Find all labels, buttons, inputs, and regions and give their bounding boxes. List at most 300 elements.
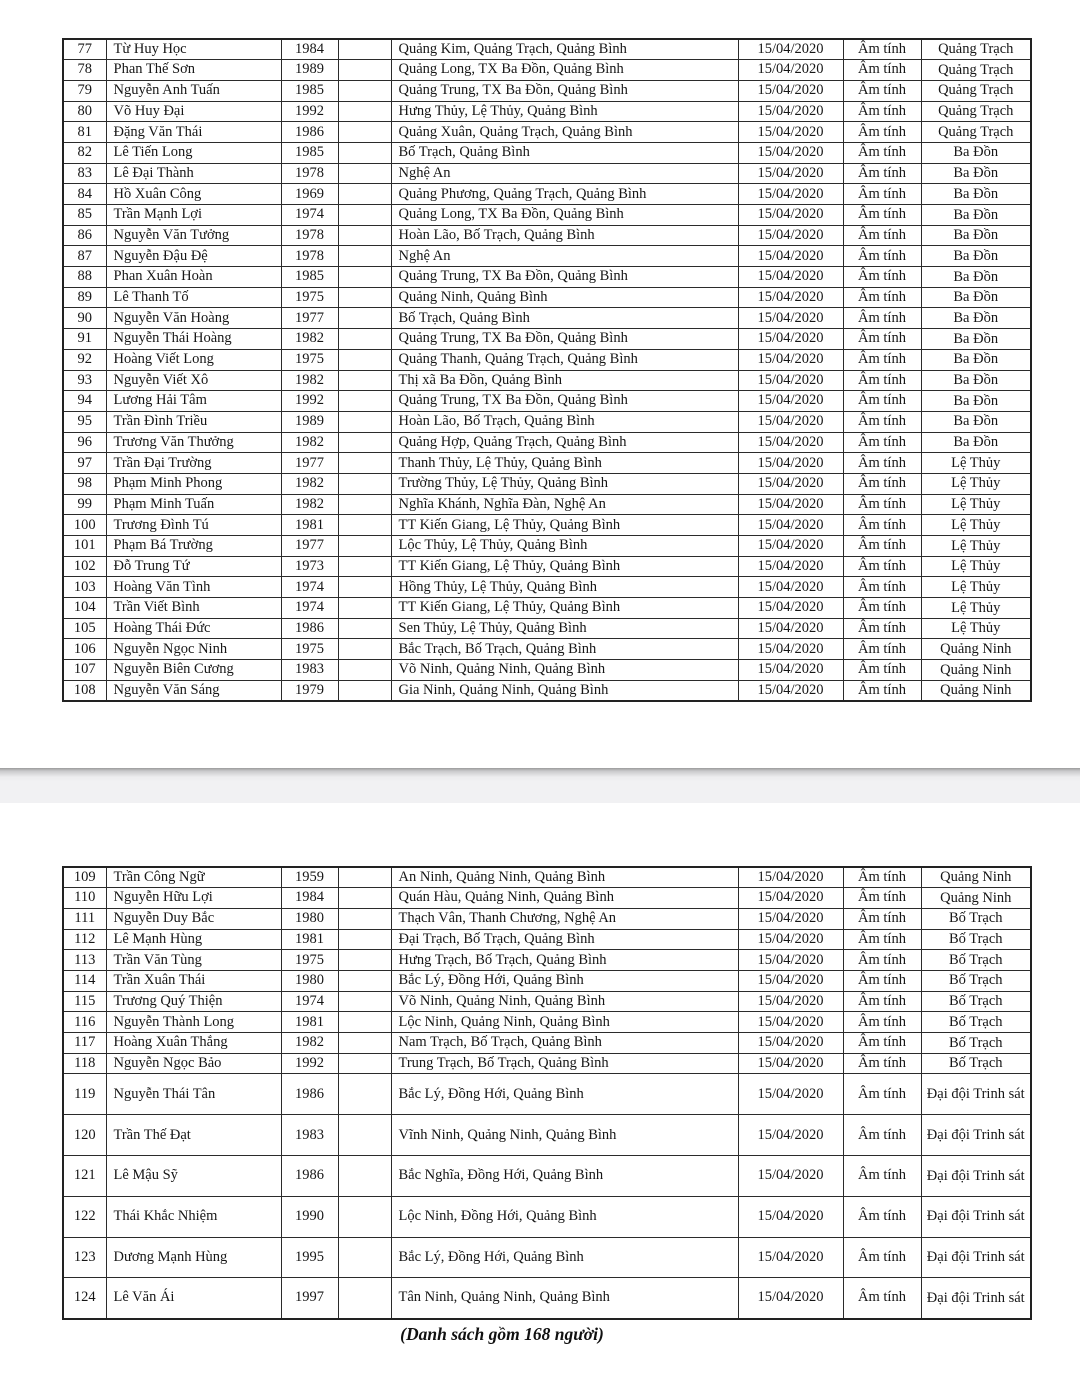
cell-date: 15/04/2020 bbox=[738, 908, 843, 929]
cell-date: 15/04/2020 bbox=[738, 991, 843, 1012]
cell-note bbox=[338, 494, 391, 515]
table-row bbox=[63, 225, 1031, 246]
cell-result: Âm tính bbox=[843, 432, 921, 453]
cell-unit: Ba Đồn bbox=[921, 329, 1031, 350]
cell-name: Đặng Văn Thái bbox=[106, 122, 281, 143]
cell-year: 1985 bbox=[281, 267, 338, 288]
cell-unit: Quảng Trạch bbox=[921, 39, 1031, 60]
cell-year: 1977 bbox=[281, 308, 338, 329]
cell-date: 15/04/2020 bbox=[738, 970, 843, 991]
table-row bbox=[63, 639, 1031, 660]
table-row bbox=[63, 867, 1031, 888]
cell-result: Âm tính bbox=[843, 991, 921, 1012]
cell-year: 1975 bbox=[281, 639, 338, 660]
cell-address: Nghĩa Khánh, Nghĩa Đàn, Nghệ An bbox=[391, 494, 738, 515]
table-row bbox=[63, 205, 1031, 226]
cell-result: Âm tính bbox=[843, 1074, 921, 1115]
cell-result: Âm tính bbox=[843, 142, 921, 163]
table-row bbox=[63, 1115, 1031, 1156]
cell-name: Nguyễn Văn Tưởng bbox=[106, 225, 281, 246]
cell-result: Âm tính bbox=[843, 1278, 921, 1319]
cell-note bbox=[338, 246, 391, 267]
cell-date: 15/04/2020 bbox=[738, 639, 843, 660]
cell-name: Nguyễn Hữu Lợi bbox=[106, 888, 281, 909]
cell-name: Lê Văn Ái bbox=[106, 1278, 281, 1319]
cell-no: 79 bbox=[63, 80, 106, 101]
cell-no: 98 bbox=[63, 473, 106, 494]
cell-name: Nguyễn Ngọc Ninh bbox=[106, 639, 281, 660]
cell-date: 15/04/2020 bbox=[738, 494, 843, 515]
cell-result: Âm tính bbox=[843, 184, 921, 205]
cell-note bbox=[338, 598, 391, 619]
cell-name: Lê Tiến Long bbox=[106, 142, 281, 163]
cell-address: Hưng Trạch, Bố Trạch, Quảng Bình bbox=[391, 950, 738, 971]
cell-no: 117 bbox=[63, 1033, 106, 1054]
cell-address: Quảng Trung, TX Ba Đồn, Quảng Bình bbox=[391, 80, 738, 101]
table-row bbox=[63, 267, 1031, 288]
cell-address: Thạch Vân, Thanh Chương, Nghệ An bbox=[391, 908, 738, 929]
cell-result: Âm tính bbox=[843, 80, 921, 101]
cell-date: 15/04/2020 bbox=[738, 1012, 843, 1033]
cell-address: Trung Trạch, Bố Trạch, Quảng Bình bbox=[391, 1053, 738, 1074]
cell-year: 1983 bbox=[281, 1115, 338, 1156]
cell-year: 1974 bbox=[281, 577, 338, 598]
cell-note bbox=[338, 908, 391, 929]
table-row bbox=[63, 1196, 1031, 1237]
cell-year: 1980 bbox=[281, 908, 338, 929]
cell-date: 15/04/2020 bbox=[738, 556, 843, 577]
table-row bbox=[63, 991, 1031, 1012]
cell-name: Lê Mạnh Hùng bbox=[106, 929, 281, 950]
table-row bbox=[63, 494, 1031, 515]
cell-year: 1992 bbox=[281, 391, 338, 412]
cell-result: Âm tính bbox=[843, 287, 921, 308]
cell-name: Trần Mạnh Lợi bbox=[106, 205, 281, 226]
cell-note bbox=[338, 122, 391, 143]
cell-year: 1975 bbox=[281, 349, 338, 370]
cell-year: 1978 bbox=[281, 225, 338, 246]
cell-note bbox=[338, 536, 391, 557]
cell-year: 1992 bbox=[281, 1053, 338, 1074]
cell-no: 107 bbox=[63, 660, 106, 681]
table-row bbox=[63, 1012, 1031, 1033]
cell-note bbox=[338, 556, 391, 577]
cell-note bbox=[338, 577, 391, 598]
cell-year: 1982 bbox=[281, 494, 338, 515]
cell-address: Hoàn Lão, Bố Trạch, Quảng Bình bbox=[391, 411, 738, 432]
cell-date: 15/04/2020 bbox=[738, 950, 843, 971]
table-row bbox=[63, 680, 1031, 701]
cell-date: 15/04/2020 bbox=[738, 1155, 843, 1196]
cell-name: Nguyễn Duy Bắc bbox=[106, 908, 281, 929]
cell-date: 15/04/2020 bbox=[738, 618, 843, 639]
cell-unit: Ba Đồn bbox=[921, 225, 1031, 246]
cell-no: 118 bbox=[63, 1053, 106, 1074]
cell-note bbox=[338, 1053, 391, 1074]
cell-date: 15/04/2020 bbox=[738, 205, 843, 226]
cell-name: Trần Đình Triều bbox=[106, 411, 281, 432]
cell-year: 1985 bbox=[281, 80, 338, 101]
cell-no: 90 bbox=[63, 308, 106, 329]
cell-address: TT Kiến Giang, Lệ Thủy, Quảng Bình bbox=[391, 556, 738, 577]
cell-unit: Đại đội Trinh sát bbox=[921, 1196, 1031, 1237]
cell-unit: Quảng Ninh bbox=[921, 660, 1031, 681]
cell-date: 15/04/2020 bbox=[738, 515, 843, 536]
cell-unit: Lệ Thủy bbox=[921, 453, 1031, 474]
cell-result: Âm tính bbox=[843, 101, 921, 122]
cell-date: 15/04/2020 bbox=[738, 1115, 843, 1156]
cell-address: Lộc Ninh, Đồng Hới, Quảng Bình bbox=[391, 1196, 738, 1237]
table-row bbox=[63, 556, 1031, 577]
cell-year: 1982 bbox=[281, 1033, 338, 1054]
cell-address: Quán Hàu, Quảng Ninh, Quảng Bình bbox=[391, 888, 738, 909]
cell-date: 15/04/2020 bbox=[738, 660, 843, 681]
cell-unit: Ba Đồn bbox=[921, 246, 1031, 267]
cell-name: Trần Công Ngữ bbox=[106, 867, 281, 888]
cell-note bbox=[338, 1033, 391, 1054]
cell-name: Nguyễn Văn Hoàng bbox=[106, 308, 281, 329]
cell-address: Quảng Thanh, Quảng Trạch, Quảng Bình bbox=[391, 349, 738, 370]
cell-result: Âm tính bbox=[843, 598, 921, 619]
cell-note bbox=[338, 142, 391, 163]
cell-unit: Đại đội Trinh sát bbox=[921, 1278, 1031, 1319]
cell-address: Thanh Thủy, Lệ Thủy, Quảng Bình bbox=[391, 453, 738, 474]
roster-table-page2 bbox=[62, 866, 1032, 1320]
cell-no: 80 bbox=[63, 101, 106, 122]
cell-unit: Ba Đồn bbox=[921, 142, 1031, 163]
cell-address: An Ninh, Quảng Ninh, Quảng Bình bbox=[391, 867, 738, 888]
table-row bbox=[63, 1053, 1031, 1074]
table-row bbox=[63, 660, 1031, 681]
cell-year: 1979 bbox=[281, 680, 338, 701]
cell-no: 99 bbox=[63, 494, 106, 515]
cell-year: 1982 bbox=[281, 432, 338, 453]
table-row bbox=[63, 1033, 1031, 1054]
table-row bbox=[63, 473, 1031, 494]
cell-address: Đại Trạch, Bố Trạch, Quảng Bình bbox=[391, 929, 738, 950]
cell-no: 112 bbox=[63, 929, 106, 950]
cell-date: 15/04/2020 bbox=[738, 473, 843, 494]
cell-note bbox=[338, 80, 391, 101]
cell-year: 1978 bbox=[281, 246, 338, 267]
cell-date: 15/04/2020 bbox=[738, 391, 843, 412]
cell-date: 15/04/2020 bbox=[738, 39, 843, 60]
cell-no: 96 bbox=[63, 432, 106, 453]
cell-address: Bắc Nghĩa, Đồng Hới, Quảng Bình bbox=[391, 1155, 738, 1196]
cell-no: 93 bbox=[63, 370, 106, 391]
cell-date: 15/04/2020 bbox=[738, 929, 843, 950]
cell-date: 15/04/2020 bbox=[738, 1033, 843, 1054]
cell-note bbox=[338, 287, 391, 308]
cell-address: Sen Thủy, Lệ Thủy, Quảng Bình bbox=[391, 618, 738, 639]
cell-result: Âm tính bbox=[843, 205, 921, 226]
cell-result: Âm tính bbox=[843, 1115, 921, 1156]
cell-year: 1974 bbox=[281, 991, 338, 1012]
cell-address: Quảng Long, TX Ba Đồn, Quảng Bình bbox=[391, 60, 738, 81]
cell-name: Võ Huy Đại bbox=[106, 101, 281, 122]
cell-result: Âm tính bbox=[843, 246, 921, 267]
cell-no: 92 bbox=[63, 349, 106, 370]
cell-result: Âm tính bbox=[843, 660, 921, 681]
cell-note bbox=[338, 370, 391, 391]
cell-result: Âm tính bbox=[843, 411, 921, 432]
cell-unit: Ba Đồn bbox=[921, 411, 1031, 432]
cell-year: 1982 bbox=[281, 370, 338, 391]
table-row bbox=[63, 618, 1031, 639]
cell-unit: Ba Đồn bbox=[921, 432, 1031, 453]
cell-no: 102 bbox=[63, 556, 106, 577]
cell-date: 15/04/2020 bbox=[738, 287, 843, 308]
cell-note bbox=[338, 618, 391, 639]
cell-no: 77 bbox=[63, 39, 106, 60]
cell-note bbox=[338, 101, 391, 122]
table-row bbox=[63, 246, 1031, 267]
cell-name: Đỗ Trung Tứ bbox=[106, 556, 281, 577]
cell-note bbox=[338, 888, 391, 909]
cell-name: Dương Mạnh Hùng bbox=[106, 1237, 281, 1278]
cell-date: 15/04/2020 bbox=[738, 122, 843, 143]
cell-result: Âm tính bbox=[843, 308, 921, 329]
cell-unit: Lệ Thủy bbox=[921, 536, 1031, 557]
cell-year: 1992 bbox=[281, 101, 338, 122]
cell-no: 87 bbox=[63, 246, 106, 267]
table-row bbox=[63, 287, 1031, 308]
cell-note bbox=[338, 929, 391, 950]
cell-year: 1984 bbox=[281, 39, 338, 60]
cell-no: 94 bbox=[63, 391, 106, 412]
cell-no: 95 bbox=[63, 411, 106, 432]
cell-date: 15/04/2020 bbox=[738, 1074, 843, 1115]
cell-unit: Bố Trạch bbox=[921, 991, 1031, 1012]
cell-address: Hoàn Lão, Bố Trạch, Quảng Bình bbox=[391, 225, 738, 246]
cell-name: Phạm Bá Trường bbox=[106, 536, 281, 557]
cell-address: TT Kiến Giang, Lệ Thủy, Quảng Bình bbox=[391, 598, 738, 619]
cell-result: Âm tính bbox=[843, 1237, 921, 1278]
cell-note bbox=[338, 349, 391, 370]
cell-result: Âm tính bbox=[843, 929, 921, 950]
cell-name: Hoàng Thái Đức bbox=[106, 618, 281, 639]
cell-name: Trần Đại Trường bbox=[106, 453, 281, 474]
cell-year: 1981 bbox=[281, 515, 338, 536]
cell-name: Nguyễn Đậu Đệ bbox=[106, 246, 281, 267]
cell-date: 15/04/2020 bbox=[738, 370, 843, 391]
cell-no: 113 bbox=[63, 950, 106, 971]
cell-name: Lê Mậu Sỹ bbox=[106, 1155, 281, 1196]
cell-no: 106 bbox=[63, 639, 106, 660]
cell-year: 1977 bbox=[281, 536, 338, 557]
cell-name: Nguyễn Biên Cương bbox=[106, 660, 281, 681]
table-row bbox=[63, 536, 1031, 557]
cell-result: Âm tính bbox=[843, 680, 921, 701]
cell-unit: Quảng Ninh bbox=[921, 680, 1031, 701]
cell-no: 105 bbox=[63, 618, 106, 639]
cell-date: 15/04/2020 bbox=[738, 1278, 843, 1319]
cell-unit: Ba Đồn bbox=[921, 391, 1031, 412]
cell-note bbox=[338, 60, 391, 81]
cell-name: Trần Xuân Thái bbox=[106, 970, 281, 991]
cell-result: Âm tính bbox=[843, 556, 921, 577]
cell-address: Trường Thủy, Lệ Thủy, Quảng Bình bbox=[391, 473, 738, 494]
table-row bbox=[63, 1237, 1031, 1278]
table-row bbox=[63, 370, 1031, 391]
table-row bbox=[63, 929, 1031, 950]
cell-year: 1982 bbox=[281, 329, 338, 350]
cell-note bbox=[338, 1155, 391, 1196]
cell-address: Bắc Lý, Đồng Hới, Quảng Bình bbox=[391, 1074, 738, 1115]
cell-address: Quảng Long, TX Ba Đồn, Quảng Bình bbox=[391, 205, 738, 226]
table-row bbox=[63, 950, 1031, 971]
cell-no: 83 bbox=[63, 163, 106, 184]
table-row bbox=[63, 453, 1031, 474]
cell-unit: Bố Trạch bbox=[921, 1033, 1031, 1054]
cell-date: 15/04/2020 bbox=[738, 267, 843, 288]
cell-date: 15/04/2020 bbox=[738, 225, 843, 246]
cell-note bbox=[338, 329, 391, 350]
cell-address: Nam Trạch, Bố Trạch, Quảng Bình bbox=[391, 1033, 738, 1054]
cell-address: Hưng Thủy, Lệ Thủy, Quảng Bình bbox=[391, 101, 738, 122]
cell-name: Lê Thanh Tố bbox=[106, 287, 281, 308]
cell-year: 1984 bbox=[281, 888, 338, 909]
table-row bbox=[63, 329, 1031, 350]
table-row bbox=[63, 60, 1031, 81]
cell-note bbox=[338, 205, 391, 226]
table-row bbox=[63, 970, 1031, 991]
cell-note bbox=[338, 308, 391, 329]
cell-note bbox=[338, 1012, 391, 1033]
cell-year: 1969 bbox=[281, 184, 338, 205]
cell-name: Hoàng Xuân Thắng bbox=[106, 1033, 281, 1054]
cell-address: Nghệ An bbox=[391, 246, 738, 267]
cell-name: Hoàng Viết Long bbox=[106, 349, 281, 370]
cell-address: Nghệ An bbox=[391, 163, 738, 184]
cell-result: Âm tính bbox=[843, 577, 921, 598]
cell-address: Gia Ninh, Quảng Ninh, Quảng Bình bbox=[391, 680, 738, 701]
cell-name: Trương Văn Thưởng bbox=[106, 432, 281, 453]
cell-name: Trương Quý Thiện bbox=[106, 991, 281, 1012]
cell-unit: Bố Trạch bbox=[921, 1012, 1031, 1033]
cell-year: 1986 bbox=[281, 1074, 338, 1115]
table-row bbox=[63, 184, 1031, 205]
cell-result: Âm tính bbox=[843, 515, 921, 536]
table-row bbox=[63, 142, 1031, 163]
cell-name: Nguyễn Anh Tuấn bbox=[106, 80, 281, 101]
cell-name: Nguyễn Thái Tân bbox=[106, 1074, 281, 1115]
cell-date: 15/04/2020 bbox=[738, 60, 843, 81]
cell-name: Nguyễn Viết Xô bbox=[106, 370, 281, 391]
cell-result: Âm tính bbox=[843, 950, 921, 971]
cell-date: 15/04/2020 bbox=[738, 349, 843, 370]
cell-note bbox=[338, 432, 391, 453]
cell-year: 1981 bbox=[281, 1012, 338, 1033]
table-row bbox=[63, 39, 1031, 60]
cell-note bbox=[338, 1115, 391, 1156]
cell-address: Lộc Thủy, Lệ Thủy, Quảng Bình bbox=[391, 536, 738, 557]
cell-result: Âm tính bbox=[843, 618, 921, 639]
cell-result: Âm tính bbox=[843, 639, 921, 660]
table-row bbox=[63, 308, 1031, 329]
cell-unit: Ba Đồn bbox=[921, 267, 1031, 288]
cell-date: 15/04/2020 bbox=[738, 246, 843, 267]
cell-address: Quảng Phương, Quảng Trạch, Quảng Bình bbox=[391, 184, 738, 205]
table-row bbox=[63, 1074, 1031, 1115]
cell-note bbox=[338, 184, 391, 205]
cell-name: Từ Huy Học bbox=[106, 39, 281, 60]
cell-unit: Ba Đồn bbox=[921, 184, 1031, 205]
cell-year: 1959 bbox=[281, 867, 338, 888]
table-row bbox=[63, 122, 1031, 143]
cell-date: 15/04/2020 bbox=[738, 142, 843, 163]
cell-address: Quảng Xuân, Quảng Trạch, Quảng Bình bbox=[391, 122, 738, 143]
cell-year: 1982 bbox=[281, 473, 338, 494]
cell-address: Bố Trạch, Quảng Bình bbox=[391, 308, 738, 329]
cell-result: Âm tính bbox=[843, 329, 921, 350]
cell-name: Nguyễn Thành Long bbox=[106, 1012, 281, 1033]
cell-unit: Quảng Trạch bbox=[921, 101, 1031, 122]
table-row bbox=[63, 577, 1031, 598]
cell-unit: Đại đội Trinh sát bbox=[921, 1155, 1031, 1196]
cell-date: 15/04/2020 bbox=[738, 867, 843, 888]
cell-result: Âm tính bbox=[843, 970, 921, 991]
cell-year: 1989 bbox=[281, 60, 338, 81]
cell-unit: Ba Đồn bbox=[921, 370, 1031, 391]
cell-note bbox=[338, 267, 391, 288]
cell-unit: Bố Trạch bbox=[921, 929, 1031, 950]
table-row bbox=[63, 598, 1031, 619]
cell-address: Võ Ninh, Quảng Ninh, Quảng Bình bbox=[391, 660, 738, 681]
cell-unit: Quảng Ninh bbox=[921, 867, 1031, 888]
cell-name: Nguyễn Ngọc Bảo bbox=[106, 1053, 281, 1074]
cell-name: Hồ Xuân Công bbox=[106, 184, 281, 205]
cell-address: Vĩnh Ninh, Quảng Ninh, Quảng Bình bbox=[391, 1115, 738, 1156]
table-row bbox=[63, 908, 1031, 929]
cell-year: 1975 bbox=[281, 287, 338, 308]
cell-date: 15/04/2020 bbox=[738, 536, 843, 557]
cell-date: 15/04/2020 bbox=[738, 453, 843, 474]
cell-result: Âm tính bbox=[843, 163, 921, 184]
cell-note bbox=[338, 680, 391, 701]
cell-date: 15/04/2020 bbox=[738, 598, 843, 619]
cell-unit: Đại đội Trinh sát bbox=[921, 1237, 1031, 1278]
cell-year: 1974 bbox=[281, 598, 338, 619]
cell-name: Nguyễn Thái Hoàng bbox=[106, 329, 281, 350]
cell-address: Quảng Hợp, Quảng Trạch, Quảng Bình bbox=[391, 432, 738, 453]
cell-note bbox=[338, 39, 391, 60]
cell-result: Âm tính bbox=[843, 1053, 921, 1074]
cell-date: 15/04/2020 bbox=[738, 80, 843, 101]
cell-name: Lê Đại Thành bbox=[106, 163, 281, 184]
cell-result: Âm tính bbox=[843, 494, 921, 515]
cell-no: 108 bbox=[63, 680, 106, 701]
cell-name: Phạm Minh Phong bbox=[106, 473, 281, 494]
cell-result: Âm tính bbox=[843, 370, 921, 391]
cell-address: Bắc Lý, Đồng Hới, Quảng Bình bbox=[391, 970, 738, 991]
cell-unit: Lệ Thủy bbox=[921, 494, 1031, 515]
cell-no: 120 bbox=[63, 1115, 106, 1156]
cell-date: 15/04/2020 bbox=[738, 308, 843, 329]
cell-unit: Lệ Thủy bbox=[921, 598, 1031, 619]
cell-address: Bắc Trạch, Bố Trạch, Quảng Bình bbox=[391, 639, 738, 660]
cell-unit: Lệ Thủy bbox=[921, 577, 1031, 598]
cell-result: Âm tính bbox=[843, 453, 921, 474]
cell-unit: Bố Trạch bbox=[921, 908, 1031, 929]
cell-no: 111 bbox=[63, 908, 106, 929]
table-row bbox=[63, 80, 1031, 101]
cell-year: 1978 bbox=[281, 163, 338, 184]
table-row bbox=[63, 349, 1031, 370]
cell-no: 121 bbox=[63, 1155, 106, 1196]
cell-no: 122 bbox=[63, 1196, 106, 1237]
cell-name: Trần Thế Đạt bbox=[106, 1115, 281, 1156]
